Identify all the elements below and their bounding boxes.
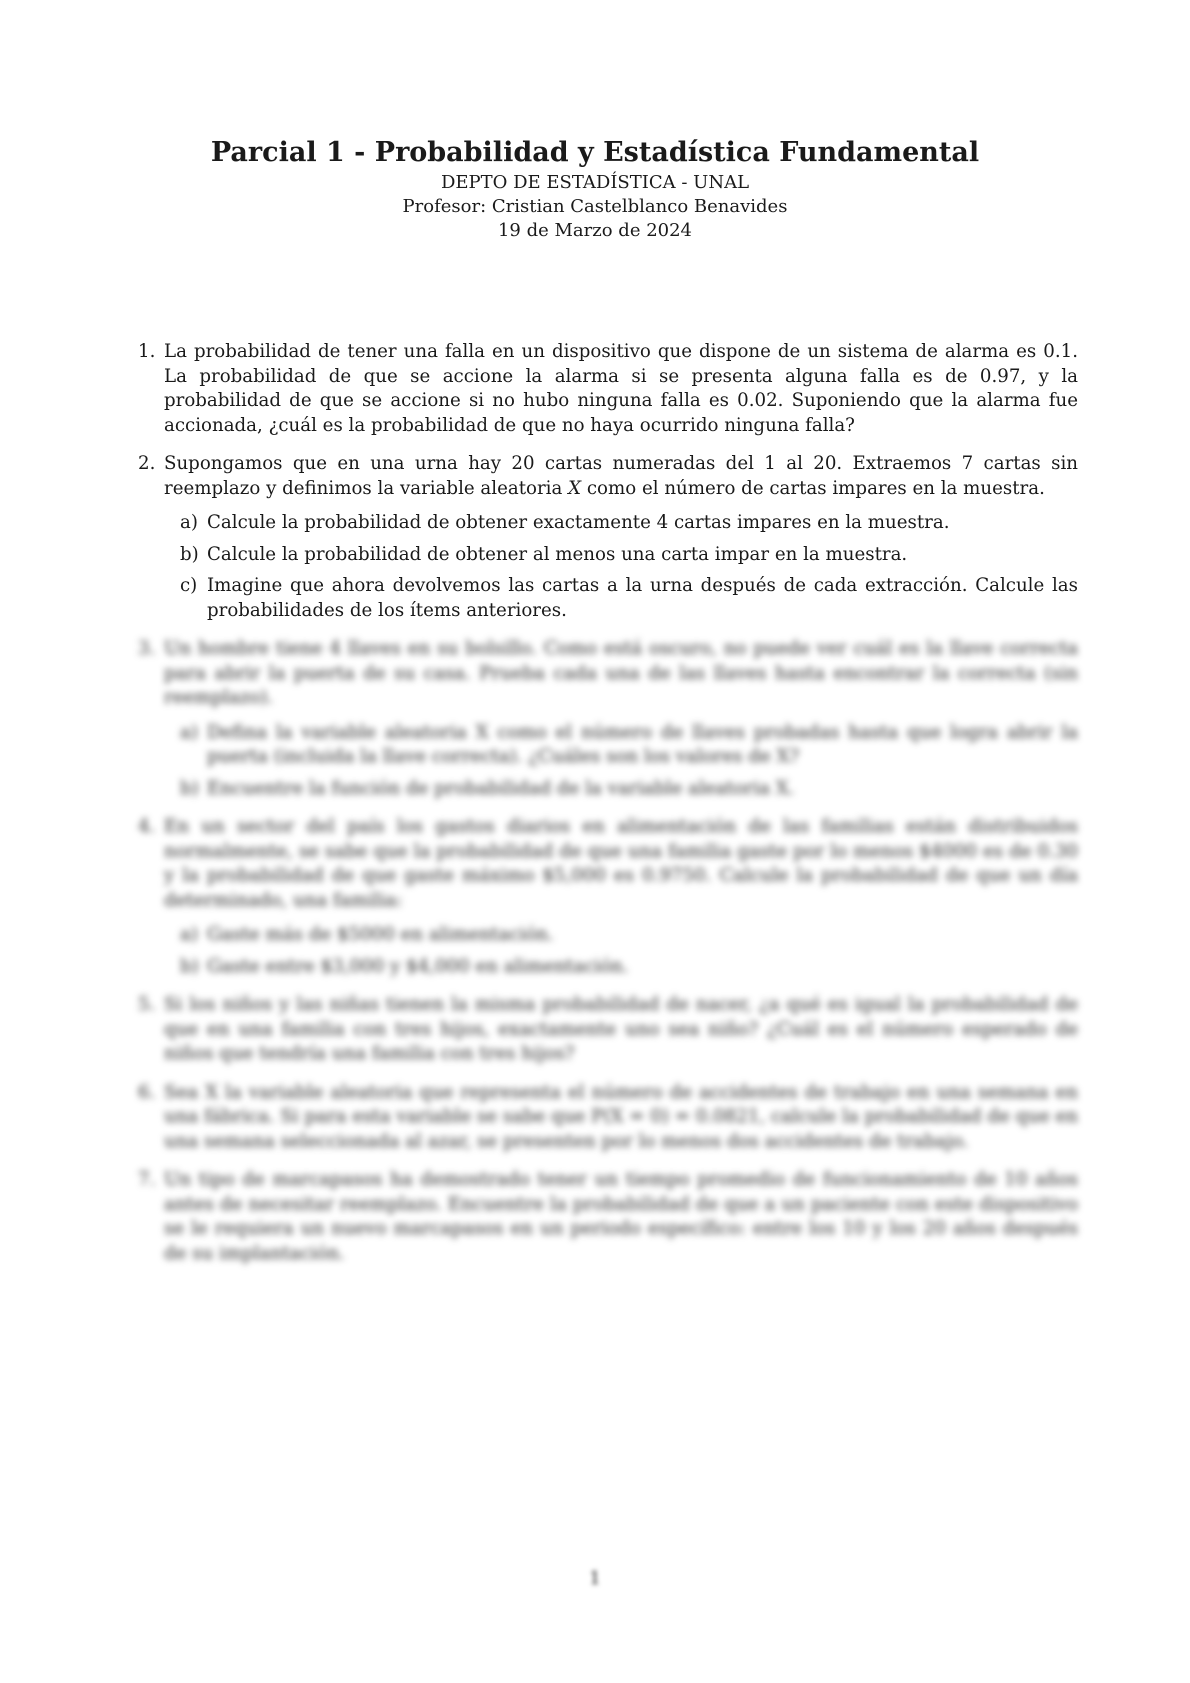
question-number: 5.	[138, 994, 156, 1015]
question-list	[138, 340, 1078, 1266]
blurred-questions	[138, 637, 1078, 1266]
sub-item-label: c)	[180, 575, 198, 596]
sub-item-label: b)	[180, 955, 199, 977]
question-number: 2.	[138, 453, 156, 474]
question-number: 1.	[138, 341, 156, 362]
question-text: Supongamos que en una urna hay 20 cartas numeradas del 1 al 20. Extraemos 7 cartas sin reemplazo y definimos la variable aleatoria X como el número de cartas impares en la muestra.	[164, 453, 1078, 499]
sub-item-label: a)	[180, 721, 198, 743]
exam-title: Parcial 1 - Probabilidad y Estadística Fundamental	[210, 137, 980, 168]
sub-item	[180, 574, 1078, 623]
question-5	[138, 993, 1078, 1067]
question-2	[138, 452, 1078, 623]
question-3	[138, 637, 1078, 801]
sub-item-text: Defina la variable aleatoria X como el número de llaves probadas hasta que logra abrir la puerta (incluida la llave correcta). ¿Cuáles son los valores de X?	[207, 721, 1078, 767]
sub-item-text: Encuentre la función de probabilidad de la variable aleatoria X.	[207, 777, 795, 799]
question-4	[138, 815, 1078, 979]
sub-item-text: Gaste entre $3,000 y $4,000 en alimentación.	[207, 955, 629, 977]
question-number: 4.	[138, 816, 156, 837]
department: DEPTO DE ESTADÍSTICA - UNAL	[440, 172, 750, 193]
sub-item	[180, 955, 1078, 980]
question-text: Un tipo de marcapasos ha demostrado tener un tiempo promedio de funcionamiento de 10 años antes de necesitar reemplazo. Encuentre la probabilidad de que a un paciente con este dispositivo se le requiera un nuevo marcapasos en un periodo específico: entre los 10 y los 20 años después de su implantación.	[164, 1169, 1078, 1264]
question-6	[138, 1081, 1078, 1155]
question-text: Un hombre tiene 4 llaves en su bolsillo. Como está oscuro, no puede ver cuál es la llave correcta para abrir la puerta de su casa. Prueba cada una de las llaves hasta encontrar la correcta (sin reemplazo).	[164, 638, 1078, 708]
sub-item-text: Calcule la probabilidad de obtener al menos una carta impar en la muestra.	[207, 543, 908, 565]
sub-item-text: Gaste más de $5000 en alimentación.	[207, 924, 554, 945]
question-text: Sea X la variable aleatoria que representa el número de accidentes de trabajo en una semana en una fábrica. Si para esta variable se sabe que P(X = 0) = 0.0821, calcule la probabilidad de que en una semana seleccionada al azar, se presenten por lo menos dos accidentes de trabajo.	[164, 1081, 1078, 1152]
page-number: 1	[589, 1568, 601, 1589]
sub-item-label: b)	[180, 543, 199, 565]
sub-item	[180, 777, 1078, 802]
professor: Profesor: Cristian Castelblanco Benavides	[402, 196, 788, 217]
question-number: 6.	[138, 1081, 156, 1103]
sub-item-text: Imagine que ahora devolvemos las cartas a la urna después de cada extracción. Calcule las probabilidades de los ítems anteriores.	[207, 575, 1078, 621]
sub-item	[180, 721, 1078, 770]
sub-item	[180, 511, 1078, 536]
sub-item-text: Calcule la probabilidad de obtener exactamente 4 cartas impares en la muestra.	[207, 512, 950, 533]
question-1	[138, 340, 1078, 438]
sub-item-list	[164, 511, 1078, 623]
sub-item-label: b)	[180, 777, 199, 799]
sub-item-label: a)	[180, 512, 198, 533]
exam-date: 19 de Marzo de 2024	[497, 220, 693, 241]
sub-item-list	[164, 721, 1078, 802]
sub-item	[180, 543, 1078, 568]
question-text: La probabilidad de tener una falla en un dispositivo que dispone de un sistema de alarma es 0.1. La probabilidad de que se accione la alarma si se presenta alguna falla es de 0.97, y la probabilidad de que se accione si no hubo ninguna falla es 0.02. Suponiendo que la alarma fue accionada, ¿cuál es la probabilidad de que no haya ocurrido ninguna falla?	[164, 341, 1078, 436]
sub-item-label: a)	[180, 924, 198, 945]
question-text: Si los niños y las niñas tienen la misma probabilidad de nacer, ¿a qué es igual la probabilidad de que en una familia con tres hijos, exactamente uno sea niño? ¿Cuál es el número esperado de niños que tendría una familia con tres hijos?	[164, 994, 1078, 1064]
exam-header	[0, 135, 1190, 243]
question-number: 7.	[138, 1169, 156, 1190]
sub-item	[180, 923, 1078, 948]
sub-item-list	[164, 923, 1078, 979]
variable-x: X	[568, 477, 582, 499]
question-7	[138, 1168, 1078, 1266]
question-number: 3.	[138, 638, 156, 659]
question-text: En un sector del país los gastos diarios en alimentación de las familias están distribuidos normalmente, se sabe que la probabilidad de que una familia gaste por lo menos $4000 es de 0.30 y la probabilidad de que gaste máximo $5,000 es 0.9750. Calcule la probabilidad de que un día determinado, una familia:	[164, 816, 1078, 911]
